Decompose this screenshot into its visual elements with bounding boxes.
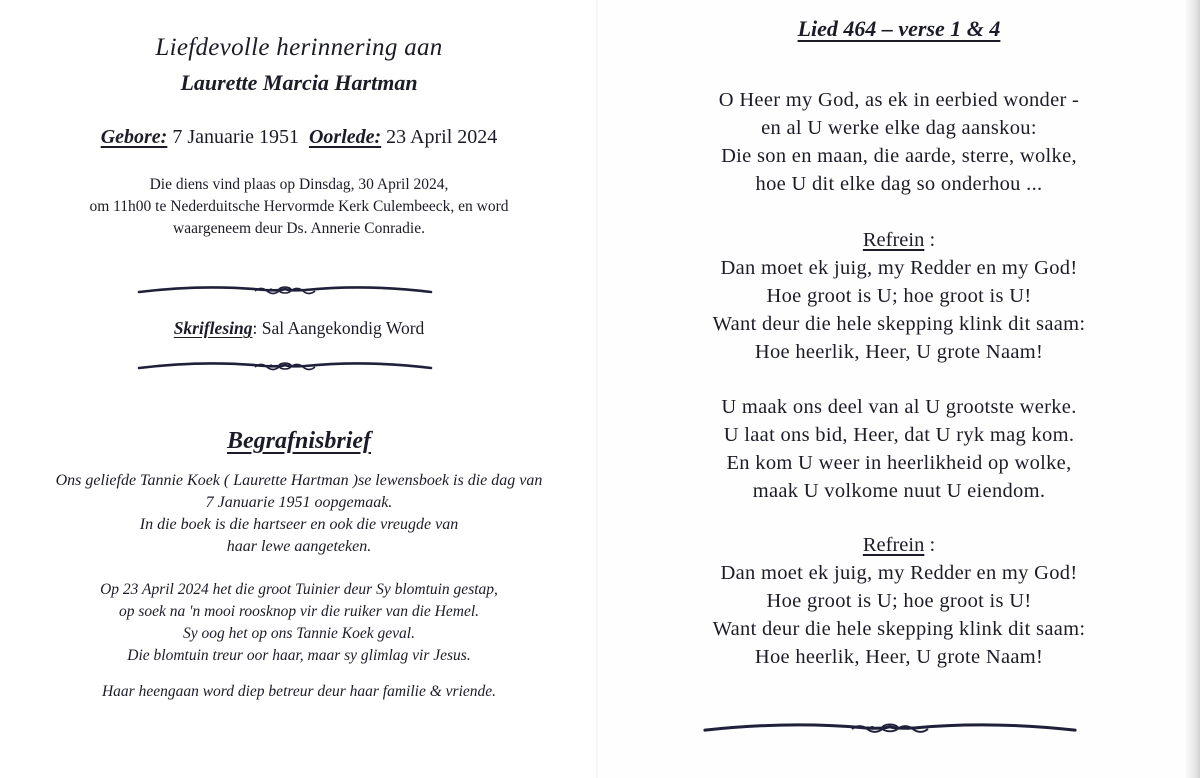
memorial-intro: Liefdevolle herinnering aan <box>155 34 443 61</box>
born-label: Gebore: <box>100 126 168 148</box>
song-title: Lied 464 – verse 1 & 4 <box>797 16 1001 41</box>
brief-line: Die blomtuin treur oor haar, maar sy glimlag vir Jesus. <box>127 647 471 664</box>
brief-line: Ons geliefde Tannie Koek ( Laurette Hartman )se lewensboek is die dag van <box>55 472 543 489</box>
service-line: waargeneem deur Ds. Annerie Conradie. <box>173 220 425 237</box>
reading-label: Skriflesing <box>173 318 253 338</box>
ornament-divider <box>700 714 1080 744</box>
ornament-divider <box>130 354 440 380</box>
brief-line: op soek na 'n mooi roosknop vir die ruiker van die Hemel. <box>118 603 480 620</box>
refrain-suffix: : <box>924 229 936 251</box>
dates-line <box>0 126 598 149</box>
refrain-line: Want deur die hele skepping klink dit saam: <box>712 313 1086 335</box>
brief-closing: Haar heengaan word diep betreur deur haar familie & vriende. <box>101 683 497 700</box>
died-value: 23 April 2024 <box>386 126 498 148</box>
refrain-line: Hoe groot is U; hoe groot is U! <box>766 285 1032 307</box>
ornament-divider <box>130 278 440 304</box>
brief-line: In die boek is die hartseer en ook die vreugde van <box>139 516 459 533</box>
verse-line: U laat ons bid, Heer, dat U ryk mag kom. <box>723 424 1075 446</box>
refrain-heading <box>598 229 1200 252</box>
refrain-label: Refrein <box>862 229 925 251</box>
refrain-line: Hoe groot is U; hoe groot is U! <box>766 590 1032 612</box>
verse-line: O Heer my God, as ek in eerbied wonder - <box>718 89 1080 111</box>
verse-line: hoe U dit elke dag so onderhou ... <box>755 173 1043 195</box>
brief-line: haar lewe aangeteken. <box>226 538 372 555</box>
deceased-name: Laurette Marcia Hartman <box>180 70 418 95</box>
brief-line: Sy oog het op ons Tannie Koek geval. <box>183 625 415 642</box>
refrain-line: Hoe heerlik, Heer, U grote Naam! <box>754 646 1044 668</box>
verse-line: en al U werke elke dag aanskou: <box>761 117 1037 139</box>
died-label: Oorlede: <box>308 126 382 148</box>
verse-line: En kom U weer in heerlikheid op wolke, <box>726 452 1072 474</box>
refrain-heading <box>598 534 1200 557</box>
refrain-label: Refrein <box>862 534 925 556</box>
reading-line <box>0 318 598 339</box>
refrain-line: Want deur die hele skepping klink dit saam: <box>712 618 1086 640</box>
brief-line: 7 Januarie 1951 oopgemaak. <box>205 494 393 511</box>
service-line: om 11h00 te Nederduitsche Hervormde Kerk Culembeeck, en word <box>89 198 509 215</box>
right-page <box>598 0 1200 778</box>
verse-line: Die son en maan, die aarde, sterre, wolke, <box>721 145 1077 167</box>
refrain-line: Dan moet ek juig, my Redder en my God! <box>720 257 1078 279</box>
refrain-suffix: : <box>924 534 936 556</box>
left-page <box>0 0 598 778</box>
brief-title: Begrafnisbrief <box>227 428 371 454</box>
verse-line: U maak ons deel van al U grootste werke. <box>721 396 1077 418</box>
service-line: Die diens vind plaas op Dinsdag, 30 April 2024, <box>149 176 449 193</box>
page-edge <box>1186 0 1200 778</box>
refrain-line: Hoe heerlik, Heer, U grote Naam! <box>754 341 1044 363</box>
refrain-line: Dan moet ek juig, my Redder en my God! <box>720 562 1078 584</box>
reading-value: : Sal Aangekondig Word <box>252 318 425 338</box>
verse-line: maak U volkome nuut U eiendom. <box>752 480 1046 502</box>
brief-line: Op 23 April 2024 het die groot Tuinier deur Sy blomtuin gestap, <box>100 581 498 598</box>
born-value: 7 Januarie 1951 <box>172 126 299 148</box>
